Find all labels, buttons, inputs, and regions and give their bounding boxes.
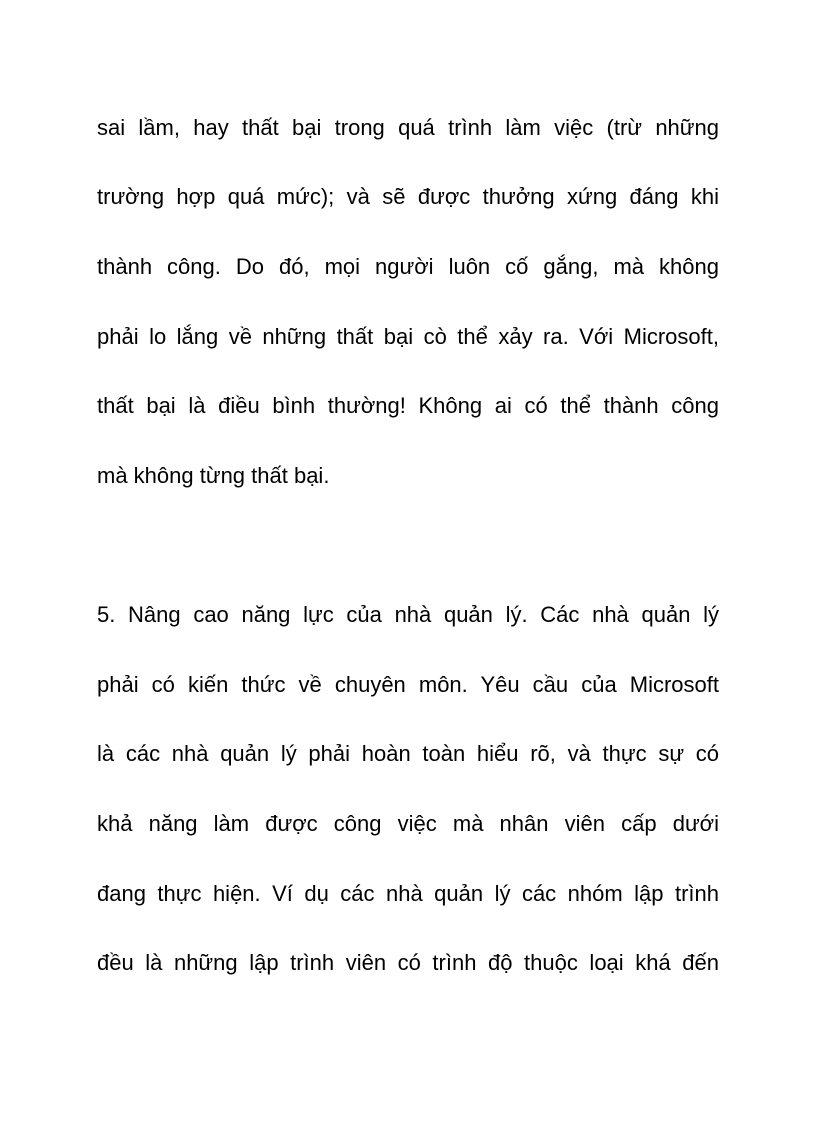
text-line: trường hợp quá mức); và sẽ được thưởng xứng đáng khi [97, 184, 719, 209]
text-line: khả năng làm được công việc mà nhân viên cấp dưới [97, 811, 719, 836]
text-line: mà không từng thất bại. [97, 463, 330, 488]
text-line: thất bại là điều bình thường! Không ai có thể thành công [97, 393, 719, 418]
text-line: 5. Nâng cao năng lực của nhà quản lý. Các nhà quản lý [97, 602, 719, 627]
text-line: là các nhà quản lý phải hoàn toàn hiểu rõ, và thực sự có [97, 741, 719, 766]
text-line: đều là những lập trình viên có trình độ thuộc loại khá đến [97, 950, 719, 975]
text-line: thành công. Do đó, mọi người luôn cố gắng, mà không [97, 254, 719, 279]
text-line: phải lo lắng về những thất bại cò thể xảy ra. Với Microsoft, [97, 324, 719, 349]
text-line: phải có kiến thức về chuyên môn. Yêu cầu của Microsoft [97, 672, 719, 697]
text-line: sai lầm, hay thất bại trong quá trình làm việc (trừ những [97, 115, 719, 140]
text-line: đang thực hiện. Ví dụ các nhà quản lý các nhóm lập trình [97, 881, 719, 906]
